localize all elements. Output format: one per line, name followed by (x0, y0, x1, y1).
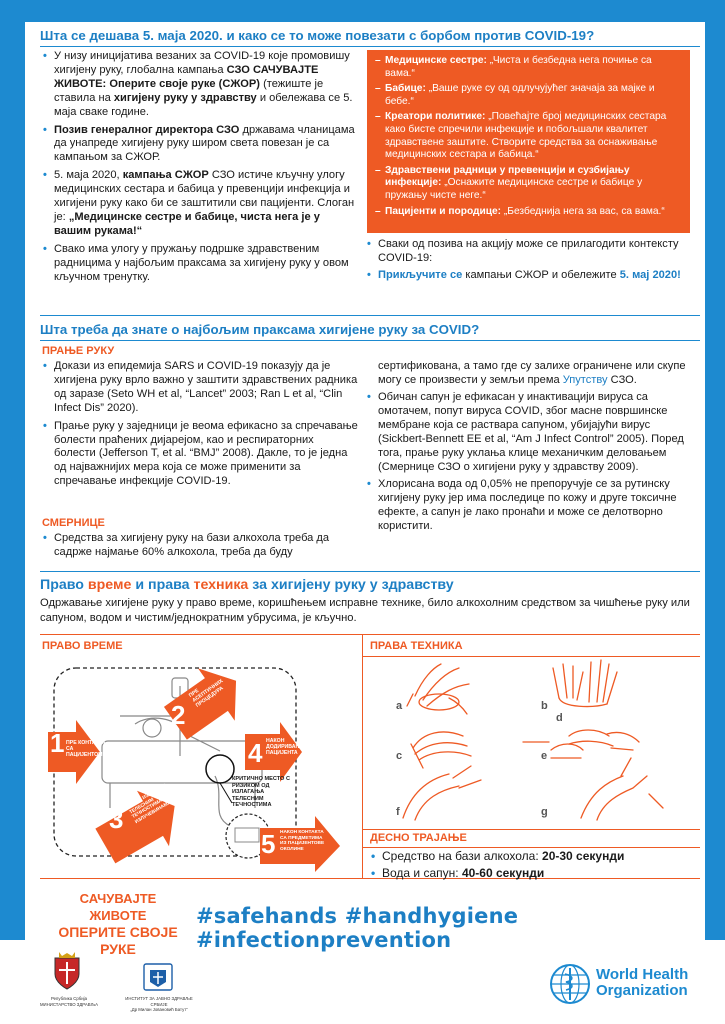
section2-left-bullets (42, 360, 358, 491)
section3-intro: Одржавање хигијене руку у право време, коришћењем исправне технике, било алкохолним средством за чишћење руку или сапуном, водом и чистим/једнократним убрусима, је кључно. (40, 597, 690, 624)
hand-label-d: d (556, 712, 563, 724)
cta-policy: – Креатори политике: „Повећајте број медицинских сестара како бисте спречили инфекције и побољшали квалитет здравствене заштите. Створите средства за оснаживање медицинских сестара и бабица.“ (373, 111, 682, 161)
guidelines-bullets (42, 532, 358, 562)
section3-top-divider (40, 571, 700, 572)
moment-3-number: 3 (109, 804, 124, 834)
moment-1-label: ПРЕ КОНТАКТА СА ПАЦИЈЕНТОМ (66, 740, 106, 758)
bullet-dg-call: • Позив генералног директора СЗО државама чланицама да унапреде хигијену руку широм света повезан је са кампањом за СЖОР. (42, 124, 358, 166)
bullet-may5: • 5. маја 2020, кампања СЖОР СЗО истиче кључну улогу медицинских сестара и бабица у превенцији инфекција и хигијени руку како би се заштитили сви пацијенти. Слоган је: „Медицинске сестре и бабице, чиста нега је у вашим рукама!“ (42, 169, 358, 239)
panels-top-line (40, 634, 700, 635)
institute-caption: ИНСТИТУТ ЗА ЈАВНО ЗДРАВЉЕ СРБИЈЕ „Др Милан Јовановић Батут“ (125, 996, 193, 1012)
right-technique-heading: ПРАВА ТЕХНИКА (370, 640, 463, 652)
hand-label-a: a (396, 700, 403, 712)
duration-top-line (362, 829, 700, 830)
who-wordmark: World Health Organization (596, 966, 689, 999)
section1-title: Шта се дешава 5. маја 2020. и како се то може повезати с борбом против COVID-19? (40, 28, 595, 43)
bullet-adapt: • Сваки од позива на акцију може се прилагодити контексту COVID-19: (366, 238, 686, 266)
guidelines-continued: сертификована, а тамо где су залихе ограничене или скупе могу се произвести у земљи према Упутству СЗО. (378, 360, 686, 386)
bullet-everyone: • Свако има улогу у пружању подршке здравственим радницима у најбољим праксама за хигијену руку у овом кључном тренутку. (42, 243, 358, 285)
cta-patients: – Пацијенти и породице: „Безбеднија нега за вас, са вама.“ (373, 206, 682, 219)
hand-label-b: b (541, 700, 548, 712)
moment-4-label: НАКОН ДОДИРИВАЊА ПАЦИЈЕНТА (266, 738, 305, 756)
cta-nurses: – Медицинске сестре: „Чиста и безбедна нега почиње са вама.“ (373, 55, 682, 80)
bullet-community: • Прање руку у заједници је веома ефикасно за спречавање болести праћених дијарејом, као и респираторних болести (Jefferson T, et al. “BMJ” 2008). Дакле, то је једна од најважнијих мера која се може применити за спречавање инфекције COVID-19. (42, 420, 358, 490)
duration-soap: • Вода и сапун: 40-60 секунди (370, 866, 695, 881)
campaign-slogan (58, 890, 178, 958)
right-time-heading: ПРАВО ВРЕМЕ (42, 640, 123, 652)
hand-label-e: e (541, 750, 548, 762)
moment-5-label: НАКОН КОНТАКТА СА ПРЕДМЕТИМА ИЗ ПАЦИЈЕНТОВЕ ОКОЛИНЕ (280, 830, 325, 852)
public-health-institute-logo-icon (140, 962, 176, 994)
handwashing-subheading: ПРАЊЕ РУКУ (42, 345, 115, 357)
bullet-campaign: • У низу иницијатива везаних за COVID-19 које промовишу хигијену руку, глобална кампања СЗО САЧУВАЈТЕ ЖИВОТЕ: Оперите своје руке (СЖОР) (тежиште је ставила на хигијену руку у здравству и обележава се 5. маја сваке године. (42, 50, 358, 120)
slogan-line-1: САЧУВАЈТЕ ЖИВОТЕ (79, 891, 157, 923)
guidelines-subheading: СМЕРНИЦЕ (42, 517, 105, 529)
moment-4-number: 4 (248, 738, 263, 768)
hand-label-c: c (396, 750, 403, 762)
cta-ipc: – Здравствени радници у превенцији и сузбијању инфекције: „Оснажите медицинске сестре и бабице у пружању чисте неге.“ (373, 165, 682, 203)
cta-midwives: – Бабице: „Ваше руке су од одлучујућег значаја за мајке и бебе.“ (373, 83, 682, 108)
bullet-alcohol: • Средства за хигијену руку на бази алкохола треба да садрже најмање 60% алкохола, треба да буду (42, 532, 358, 560)
bullet-join: • Прикључите се кампањи СЖОР и обележите 5. мај 2020! (366, 269, 686, 283)
hand-step-c-icon (411, 732, 471, 768)
duration-head-line (362, 847, 700, 848)
bullet-soap: • Обичан сапун је ефикасан у инактивацији вируса са омотачем, попут вируса COVID, због масне површинске мембране која се раствара сапуном, убијајући вирус (Sickbert-Bennett EE et al, “Am J Infect Control” 2005). Поред тога, прање руку уклања клице механичким деловањем (Смернице СЗО о хигијени руку у здравству 2009). (366, 391, 690, 474)
moment-3-label: НАКОН ИЗЛАГАЊА ТЕЛЕСНИМ ТЕЧНОСТИМА И ИЗЛУЧЕВИНАМА (126, 783, 173, 825)
moment-5-number: 5 (261, 829, 276, 859)
who-emblem-icon (548, 962, 592, 1006)
hand-step-b-icon (553, 660, 617, 706)
hand-step-g-icon (581, 758, 663, 820)
duration-alcohol: • Средство на бази алкохола: 20-30 секунди (370, 849, 695, 864)
section2-divider (40, 340, 700, 341)
hand-label-g: g (541, 806, 548, 818)
duration-heading: ДЕСНО ТРАЈАЊЕ (370, 832, 467, 844)
moment-2-number: 2 (171, 700, 186, 730)
moment-2-label: ПРЕ АСЕПТИЧНИХ ПРОЦЕДУРА (188, 678, 225, 709)
section1-left-bullets (42, 50, 358, 287)
bullet-chlorine: • Хлорисана вода од 0,05% не препоручује се за рутинску хигијену руку јер има последице по кожу и друге токсичне ефекте, а сапун је лако пронаћи и може се делотворно користити. (366, 478, 690, 534)
moment-1-number: 1 (50, 728, 65, 758)
critical-site-marker (206, 755, 234, 783)
section1-divider (40, 46, 700, 47)
section1-right-bullets (366, 238, 686, 285)
section2-right-bullets (366, 391, 690, 536)
section2-title: Шта треба да знате о најбољим праксама хигијене руку за COVID? (40, 322, 480, 337)
hand-step-f-icon (403, 766, 481, 820)
section2-top-divider (40, 315, 700, 316)
critical-site-note: КРИТИЧНО МЕСТО С РИЗИКОМ ОД ИЗЛАГАЊА ТЕЛЕСНИМ ТЕЧНОСТИМА (232, 776, 290, 809)
hand-step-e-icon (523, 742, 583, 758)
hashtags: #safehands #handhygiene #infectionprevention (196, 904, 519, 952)
serbia-coat-of-arms-icon (50, 950, 84, 992)
call-to-action-box (367, 50, 690, 233)
section3-title: Право време и права техника за хигијену руку у здравству (40, 577, 454, 593)
ministry-caption: Република Србија МИНИСТАРСТВО ЗДРАВЉА (39, 996, 99, 1007)
hand-technique-illustrations (363, 658, 699, 826)
guidance-link[interactable]: Упутству (562, 373, 608, 386)
slogan-line-2: ОПЕРИТЕ СВОЈЕ РУКЕ (58, 924, 178, 957)
bullet-evidence: • Докази из епидемија SARS и COVID-19 показују да је хигијена руку врло важно у заштити здравствених радника од заразе (Seto WH et al, “Lancet” 2003; Ran L et al, “Clin Infect Dis” 2020). (42, 360, 358, 416)
hand-label-f: f (396, 806, 400, 818)
technique-head-line (362, 656, 700, 657)
hand-step-a-icon (407, 664, 469, 714)
duration-list (370, 849, 695, 883)
